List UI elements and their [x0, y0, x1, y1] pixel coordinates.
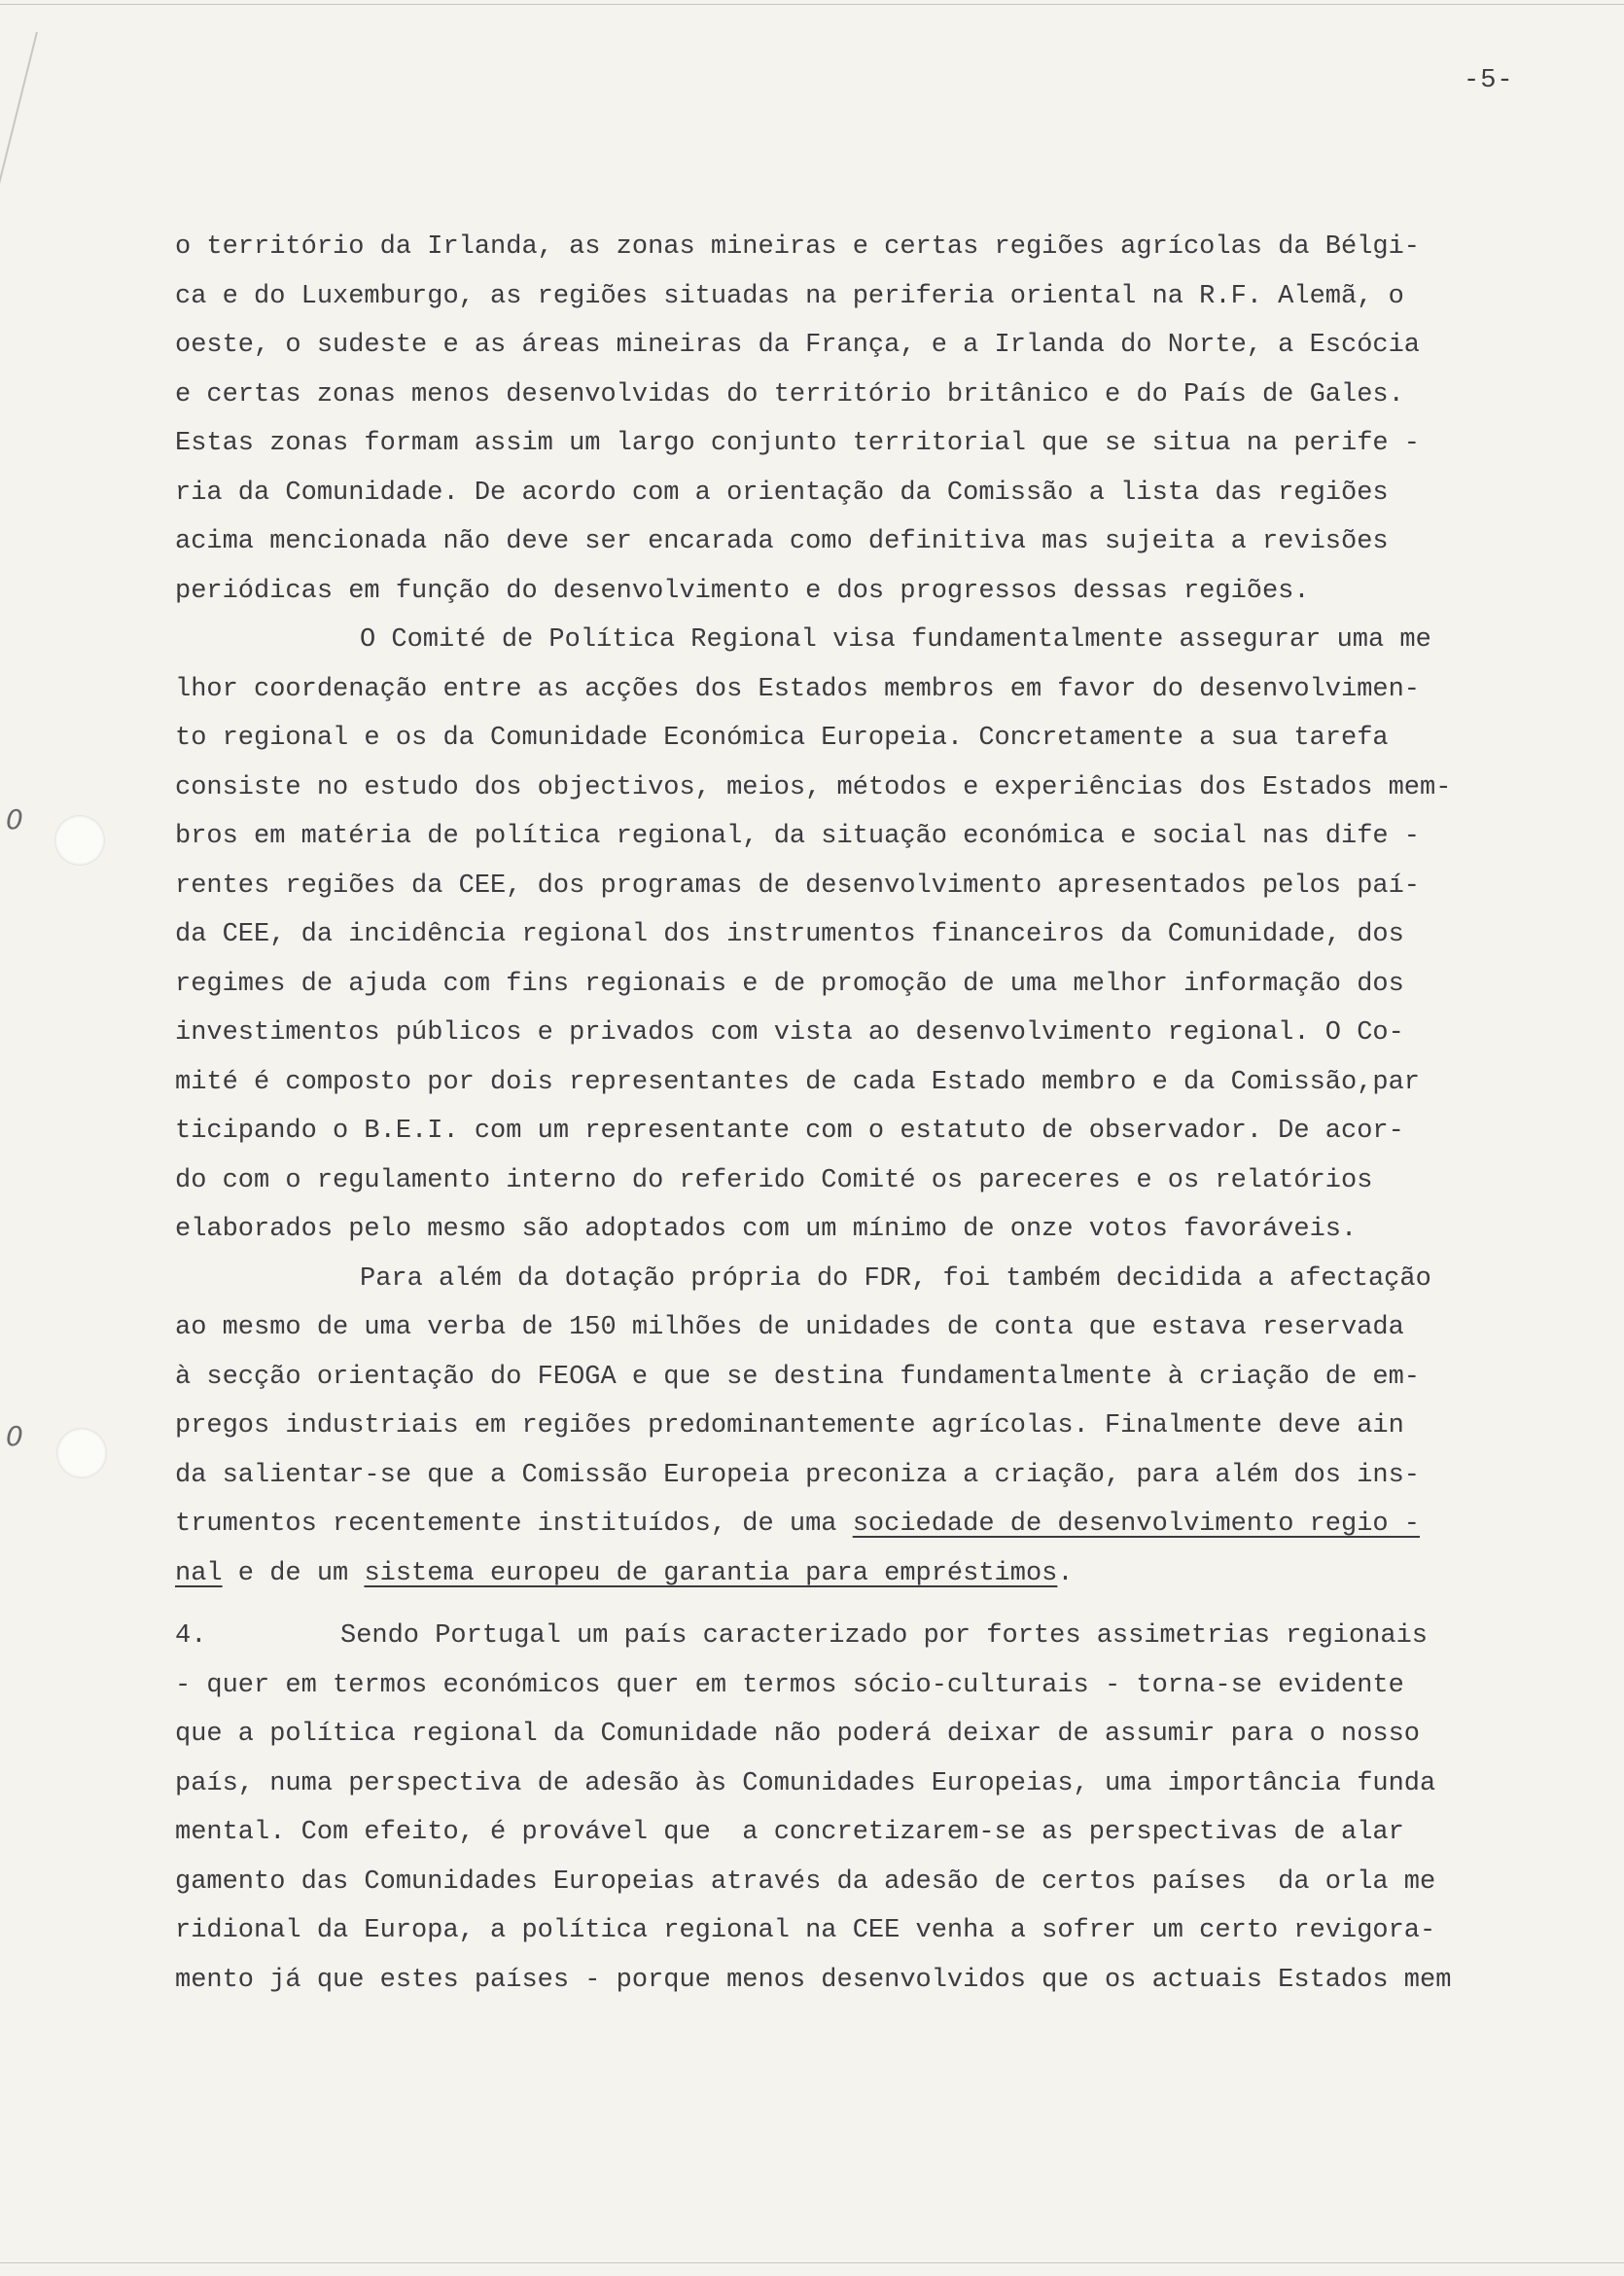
text-segment: Sendo Portugal um país caracterizado por fortes assimetrias regionais — [340, 1621, 1428, 1651]
text-line: periódicas em função do desenvolvimento e dos progressos dessas regiões. — [175, 576, 1310, 606]
text-line: e certas zonas menos desenvolvidas do território britânico e do País de Gales. — [175, 379, 1404, 409]
margin-mark-top: 0 — [6, 803, 23, 836]
text-line: mité é composto por dois representantes de cada Estado membro e da Comissão,par — [175, 1067, 1421, 1097]
text-line: que a política regional da Comunidade não poderá deixar de assumir para o nosso — [175, 1720, 1421, 1749]
text-line-mixed — [175, 1500, 1532, 1549]
punch-hole-bottom — [56, 1428, 107, 1478]
text-line: ca e do Luxemburgo, as regiões situadas na periferia oriental na R.F. Alemã, o — [175, 281, 1404, 311]
page-number: -5- — [1464, 66, 1514, 95]
underlined-phrase: nal — [175, 1558, 223, 1588]
text-line: pregos industriais em regiões predominantemente agrícolas. Finalmente deve ain — [175, 1411, 1404, 1440]
text-line: ticipando o B.E.I. com um representante com o estatuto de observador. De acor- — [175, 1117, 1404, 1146]
text-line: acima mencionada não deve ser encarada como definitiva mas sujeita a revisões — [175, 527, 1389, 556]
text-line: O Comité de Política Regional visa fundamentalmente assegurar uma me — [360, 625, 1431, 655]
text-line: do com o regulamento interno do referido Comité os pareceres e os relatórios — [175, 1165, 1373, 1195]
underlined-phrase: sociedade de desenvolvimento regio - — [852, 1510, 1421, 1539]
text-line: à secção orientação do FEOGA e que se destina fundamentalmente à criação de em- — [175, 1362, 1421, 1392]
text-line: o território da Irlanda, as zonas mineiras e certas regiões agrícolas da Bélgi- — [175, 232, 1421, 262]
body-text-upper — [175, 223, 1532, 1598]
text-line: - quer em termos económicos quer em termos sócio-culturais - torna-se evidente — [175, 1670, 1404, 1700]
text-line: to regional e os da Comunidade Económica Europeia. Concretamente a sua tarefa — [175, 724, 1389, 753]
section-number: 4. — [175, 1621, 207, 1651]
text-line-mixed — [175, 1549, 1532, 1599]
text-line: elaborados pelo mesmo são adoptados com um mínimo de onze votos favoráveis. — [175, 1215, 1358, 1244]
text-line: bros em matéria de política regional, da situação económica e social nas dife - — [175, 822, 1421, 851]
punch-hole-top — [54, 815, 105, 866]
text-line: rentes regiões da CEE, dos programas de desenvolvimento apresentados pelos paí- — [175, 871, 1421, 901]
text-line: Para além da dotação própria do FDR, foi também decidida a afectação — [360, 1263, 1431, 1294]
text-line: investimentos públicos e privados com vista ao desenvolvimento regional. O Co- — [175, 1018, 1404, 1048]
text-line: oeste, o sudeste e as áreas mineiras da França, e a Irlanda do Norte, a Escócia — [175, 331, 1421, 360]
text-line: ridional da Europa, a política regional na CEE venha a sofrer um certo revigora- — [175, 1916, 1436, 1945]
underlined-phrase: sistema europeu de garantia para empréstimos — [364, 1558, 1058, 1588]
margin-mark-bottom: 0 — [6, 1420, 23, 1452]
text-line: ao mesmo de uma verba de 150 milhões de unidades de conta que estava reservada — [175, 1313, 1404, 1342]
left-edge-mark — [0, 32, 38, 212]
text-line: Estas zonas formam assim um largo conjunto territorial que se situa na perife - — [175, 429, 1421, 458]
text-line: regimes de ajuda com fins regionais e de promoção de uma melhor informação dos — [175, 969, 1404, 999]
body-text-section-4 — [175, 1612, 1532, 2005]
top-edge-line — [0, 4, 1624, 5]
text-line: mental. Com efeito, é provável que a concretizarem-se as perspectivas de alar — [175, 1818, 1404, 1847]
text-line: da CEE, da incidência regional dos instrumentos financeiros da Comunidade, dos — [175, 920, 1404, 949]
text-line: ria da Comunidade. De acordo com a orientação da Comissão a lista das regiões — [175, 478, 1389, 508]
text-segment: . — [1057, 1558, 1074, 1588]
text-line: mento já que estes países - porque menos desenvolvidos que os actuais Estados mem — [175, 1965, 1452, 1995]
text-segment: e de um — [222, 1558, 365, 1588]
text-line: consiste no estudo dos objectivos, meios, métodos e experiências dos Estados mem- — [175, 772, 1452, 802]
section-heading-line — [175, 1612, 1532, 1661]
text-line: país, numa perspectiva de adesão às Comunidades Europeias, uma importância funda — [175, 1768, 1436, 1798]
text-line: lhor coordenação entre as acções dos Estados membros em favor do desenvolvimen- — [175, 674, 1421, 704]
bottom-edge-line — [0, 2262, 1624, 2263]
text-line: gamento das Comunidades Europeias através da adesão de certos países da orla me — [175, 1867, 1436, 1897]
text-segment: trumentos recentemente instituídos, de uma — [175, 1510, 837, 1539]
text-line: da salientar-se que a Comissão Europeia preconiza a criação, para além dos ins- — [175, 1460, 1421, 1490]
